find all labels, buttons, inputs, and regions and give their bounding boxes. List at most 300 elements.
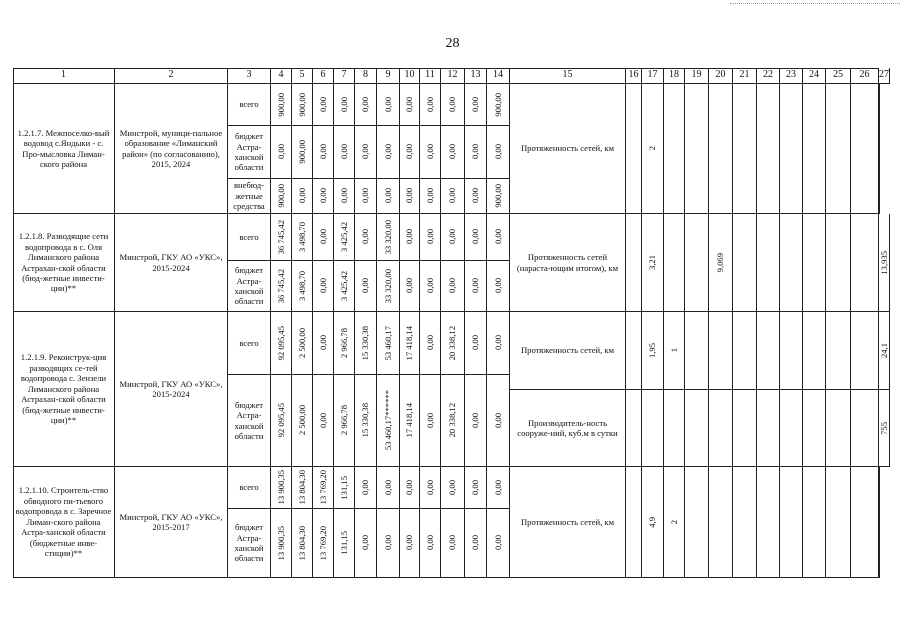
cell-value: 13 900,35 — [275, 525, 286, 561]
column-header-6: 6 — [313, 68, 334, 84]
amount-cell — [377, 312, 400, 375]
cell-value: 0,00 — [317, 412, 328, 429]
cell-value: 0,00 — [424, 535, 435, 551]
cell-value: 24,1 — [879, 342, 889, 359]
indicator-value-col-19 — [685, 312, 709, 390]
amount-cell — [487, 261, 510, 312]
amount-cell — [400, 261, 420, 312]
cell-value: 53 460,17****** — [382, 390, 393, 451]
amount-cell — [465, 179, 487, 214]
cell-value: 0,00 — [360, 479, 371, 496]
indicator-value-col-24 — [803, 84, 826, 214]
amount-cell — [441, 467, 465, 509]
cell-value: 0,00 — [424, 278, 435, 294]
indicator-label: Производитель-ность сооруже-ний, куб.м в сутки — [510, 390, 626, 467]
column-header-3: 3 — [228, 68, 271, 84]
amount-cell — [313, 214, 334, 261]
cell-value: 0,00 — [404, 96, 415, 113]
cell-value: 20 338,12 — [447, 325, 458, 361]
amount-cell — [441, 375, 465, 467]
amount-cell — [292, 375, 313, 467]
cell-value: 3 498,70 — [296, 270, 307, 302]
cell-value: 3 425,42 — [338, 270, 349, 302]
amount-cell — [420, 467, 441, 509]
cell-value: 13 769,20 — [317, 470, 328, 505]
cell-value: 15 330,38 — [360, 403, 371, 438]
amount-cell — [292, 261, 313, 312]
amount-cell — [487, 126, 510, 179]
cell-value: 0,00 — [492, 229, 503, 245]
cell-value: 13 804,30 — [296, 470, 307, 505]
indicator-value-col-18 — [664, 312, 685, 390]
cell-value: 92 095,45 — [275, 403, 286, 438]
amount-cell — [292, 214, 313, 261]
amount-cell — [487, 214, 510, 261]
cell-value: 0,00 — [382, 535, 393, 551]
cell-value: 0,00 — [360, 229, 371, 245]
amount-cell — [487, 509, 510, 578]
indicator-value-col-18 — [664, 214, 685, 312]
cell-value: 0,00 — [338, 96, 349, 113]
amount-cell — [420, 312, 441, 375]
cell-value: 0,00 — [317, 229, 328, 245]
cell-value: 13,935 — [879, 250, 889, 275]
amount-cell — [420, 179, 441, 214]
amount-cell — [292, 126, 313, 179]
indicator-value-col-24 — [803, 390, 826, 467]
amount-cell — [377, 214, 400, 261]
indicator-value-col-27 — [879, 312, 890, 390]
amount-cell — [313, 509, 334, 578]
column-header-22: 22 — [757, 68, 780, 84]
cell-value: 2 500,00 — [296, 327, 307, 359]
indicator-value-col-26 — [851, 84, 879, 214]
column-header-10: 10 — [400, 68, 420, 84]
amount-cell — [465, 214, 487, 261]
indicator-value-col-18 — [664, 467, 685, 578]
cell-value: 755 — [879, 421, 889, 435]
cell-value: 0,00 — [492, 278, 503, 294]
amount-cell — [441, 214, 465, 261]
column-header-26: 26 — [851, 68, 879, 84]
amount-cell — [441, 312, 465, 375]
cell-value: 900,00 — [296, 140, 307, 164]
cell-value: 0,00 — [470, 412, 481, 429]
amount-cell — [334, 126, 355, 179]
cell-value: 900,00 — [492, 184, 503, 208]
column-header-18: 18 — [664, 68, 685, 84]
indicator-label: Протяженность сетей (нараста-ющим итогом), км — [510, 214, 626, 312]
cell-value: 20 338,12 — [447, 403, 458, 438]
amount-cell — [465, 312, 487, 375]
indicator-value-col-22 — [757, 84, 780, 214]
column-header-5: 5 — [292, 68, 313, 84]
indicator-value-col-20 — [709, 214, 733, 312]
cell-value: 53 460,17 — [382, 325, 393, 361]
funding-source: бюджет Астра-ханской области — [228, 261, 271, 312]
cell-value: 0,00 — [296, 188, 307, 204]
indicator-value-col-26 — [851, 390, 879, 467]
amount-cell — [313, 179, 334, 214]
amount-cell — [313, 375, 334, 467]
cell-value: 36 745,42 — [275, 268, 286, 304]
cell-value: 0,00 — [447, 188, 458, 204]
cell-value: 2 966,78 — [338, 405, 349, 436]
amount-cell — [377, 84, 400, 126]
amount-cell — [377, 375, 400, 467]
amount-cell — [420, 509, 441, 578]
amount-cell — [441, 126, 465, 179]
indicator-value-col-24 — [803, 467, 826, 578]
amount-cell — [355, 375, 377, 467]
amount-cell — [355, 179, 377, 214]
indicator-value-col-19 — [685, 467, 709, 578]
amount-cell — [292, 84, 313, 126]
amount-cell — [377, 467, 400, 509]
cell-value: 0,00 — [447, 278, 458, 294]
amount-cell — [271, 375, 292, 467]
cell-value: 92 095,45 — [275, 325, 286, 361]
amount-cell — [334, 509, 355, 578]
executor: Минстрой, муници-пальное образование «Лиманский район» (по согласованию), 2015, 2024 — [115, 84, 228, 214]
column-header-27: 27 — [879, 68, 890, 84]
measure-name: 1.2.1.7. Межпоселко-вый водовод с.Яндыки - с. Про-мысловка Лиман-ского района — [13, 84, 115, 214]
column-header-15: 15 — [510, 68, 626, 84]
cell-value: 0,00 — [404, 479, 415, 496]
column-header-25: 25 — [826, 68, 851, 84]
indicator-value-col-16 — [626, 84, 642, 214]
cell-value: 0,00 — [317, 335, 328, 351]
amount-cell — [271, 509, 292, 578]
indicator-value-col-25 — [826, 312, 851, 390]
indicator-value-col-17 — [642, 312, 664, 390]
amount-cell — [271, 261, 292, 312]
cell-value: 0,00 — [447, 479, 458, 496]
cell-value: 0,00 — [360, 96, 371, 113]
cell-value: 0,00 — [382, 96, 393, 113]
indicator-value-col-22 — [757, 312, 780, 390]
cell-value: 900,00 — [275, 92, 286, 117]
amount-cell — [420, 214, 441, 261]
amount-cell — [313, 467, 334, 509]
amount-cell — [400, 312, 420, 375]
cell-value: 0,00 — [470, 96, 481, 113]
column-header-7: 7 — [334, 68, 355, 84]
indicator-value-col-23 — [780, 214, 803, 312]
indicator-value-col-21 — [733, 84, 757, 214]
amount-cell — [355, 312, 377, 375]
amount-cell — [271, 179, 292, 214]
column-header-8: 8 — [355, 68, 377, 84]
indicator-value-col-26 — [851, 312, 879, 390]
cell-value: 13 769,20 — [317, 525, 328, 561]
indicator-value-col-26 — [851, 214, 879, 312]
indicator-value-col-25 — [826, 84, 851, 214]
cell-value: 0,00 — [424, 144, 435, 160]
amount-cell — [334, 312, 355, 375]
indicator-value-col-17 — [642, 214, 664, 312]
column-header-19: 19 — [685, 68, 709, 84]
indicator-value-col-16 — [626, 214, 642, 312]
indicator-value-col-16 — [626, 312, 642, 390]
indicator-value-col-20 — [709, 467, 733, 578]
indicator-value-col-27 — [879, 214, 890, 312]
amount-cell — [400, 214, 420, 261]
amount-cell — [292, 509, 313, 578]
indicator-value-col-19 — [685, 390, 709, 467]
amount-cell — [400, 467, 420, 509]
indicator-value-col-27 — [879, 84, 880, 214]
cell-value: 4,9 — [647, 516, 658, 528]
funding-source: всего — [228, 84, 271, 126]
amount-cell — [377, 509, 400, 578]
cell-value: 0,00 — [317, 278, 328, 294]
amount-cell — [465, 126, 487, 179]
column-header-9: 9 — [377, 68, 400, 84]
indicator-value-col-22 — [757, 467, 780, 578]
funding-source: бюджет Астра-ханской области — [228, 126, 271, 179]
cell-value: 131,15 — [338, 475, 349, 500]
funding-source: внебюд-жетные средства — [228, 179, 271, 214]
page-number: 28 — [445, 36, 460, 51]
indicator-value-col-23 — [780, 312, 803, 390]
amount-cell — [334, 179, 355, 214]
cell-value: 1,95 — [647, 342, 658, 359]
amount-cell — [487, 312, 510, 375]
indicator-value-col-17 — [642, 467, 664, 578]
amount-cell — [487, 467, 510, 509]
cell-value: 17 418,14 — [404, 403, 415, 438]
cell-value: 0,00 — [447, 144, 458, 160]
amount-cell — [400, 179, 420, 214]
cell-value: 0,00 — [470, 335, 481, 351]
cell-value: 0,00 — [424, 188, 435, 204]
indicator-value-col-24 — [803, 312, 826, 390]
cell-value: 0,00 — [382, 188, 393, 204]
amount-cell — [355, 467, 377, 509]
cell-value: 0,00 — [360, 144, 371, 160]
cell-value: 900,00 — [275, 184, 286, 208]
indicator-value-col-25 — [826, 467, 851, 578]
cell-value: 0,00 — [404, 278, 415, 294]
indicator-value-col-21 — [733, 467, 757, 578]
column-header-23: 23 — [780, 68, 803, 84]
budget-table — [13, 68, 889, 578]
cell-value: 0,00 — [424, 412, 435, 429]
amount-cell — [334, 261, 355, 312]
column-header-13: 13 — [465, 68, 487, 84]
cell-value: 131,15 — [338, 531, 349, 555]
cell-value: 0,00 — [447, 229, 458, 245]
amount-cell — [420, 261, 441, 312]
indicator-value-col-21 — [733, 390, 757, 467]
cell-value: 1 — [668, 348, 679, 353]
cell-value: 0,00 — [317, 188, 328, 204]
indicator-value-col-23 — [780, 84, 803, 214]
cell-value: 0,00 — [360, 535, 371, 551]
cell-value: 0,00 — [338, 144, 349, 160]
indicator-value-col-16 — [626, 467, 642, 578]
indicator-value-col-17 — [642, 84, 664, 214]
amount-cell — [313, 312, 334, 375]
amount-cell — [313, 84, 334, 126]
indicator-value-col-20 — [709, 312, 733, 390]
funding-source: всего — [228, 467, 271, 509]
indicator-value-col-27 — [879, 467, 880, 578]
amount-cell — [465, 375, 487, 467]
cell-value: 33 320,00 — [382, 268, 393, 304]
amount-cell — [420, 126, 441, 179]
amount-cell — [400, 509, 420, 578]
amount-cell — [441, 84, 465, 126]
indicator-value-col-21 — [733, 214, 757, 312]
cell-value: 0,00 — [447, 535, 458, 551]
amount-cell — [487, 179, 510, 214]
cell-value: 15 330,38 — [360, 325, 371, 361]
cell-value: 0,00 — [470, 278, 481, 294]
amount-cell — [271, 312, 292, 375]
indicator-value-col-24 — [803, 214, 826, 312]
column-header-17: 17 — [642, 68, 664, 84]
indicator-value-col-22 — [757, 214, 780, 312]
funding-source: бюджет Астра-ханской области — [228, 509, 271, 578]
amount-cell — [377, 179, 400, 214]
cell-value: 13 900,35 — [275, 470, 286, 505]
amount-cell — [487, 375, 510, 467]
indicator-value-col-19 — [685, 84, 709, 214]
cell-value: 0,00 — [470, 188, 481, 204]
cell-value: 0,00 — [492, 412, 503, 429]
cell-value: 2 500,00 — [296, 405, 307, 436]
measure-name: 1.2.1.8. Разводящие сети водопровода в с. Оля Лиманского района Астрахан-ской области (бюд-жетные инвести-ции)** — [13, 214, 115, 312]
amount-cell — [465, 84, 487, 126]
amount-cell — [334, 467, 355, 509]
amount-cell — [465, 509, 487, 578]
amount-cell — [313, 126, 334, 179]
measure-name: 1.2.1.9. Реконструк-ция разводящих се-тей водопровода с. Зензели Лиманского района Астрахан-ской области (бюд-жетные инвести-ции)** — [13, 312, 115, 467]
funding-source: бюджет Астра-ханской области — [228, 375, 271, 467]
cell-value: 0,00 — [424, 229, 435, 245]
amount-cell — [292, 312, 313, 375]
amount-cell — [377, 126, 400, 179]
amount-cell — [355, 126, 377, 179]
top-edge-rule — [730, 0, 900, 4]
column-header-4: 4 — [271, 68, 292, 84]
cell-value: 0,00 — [470, 535, 481, 551]
cell-value: 0,00 — [470, 144, 481, 160]
indicator-value-col-22 — [757, 390, 780, 467]
cell-value: 0,00 — [447, 96, 458, 113]
cell-value: 0,00 — [275, 144, 286, 160]
indicator-value-col-20 — [709, 84, 733, 214]
cell-value: 0,00 — [382, 144, 393, 160]
cell-value: 0,00 — [404, 535, 415, 551]
indicator-label: Протяженность сетей, км — [510, 84, 626, 214]
amount-cell — [465, 467, 487, 509]
indicator-value-col-21 — [733, 312, 757, 390]
cell-value: 0,00 — [424, 96, 435, 113]
cell-value: 33 320,00 — [382, 219, 393, 255]
amount-cell — [355, 84, 377, 126]
cell-value: 0,00 — [470, 229, 481, 245]
amount-cell — [400, 375, 420, 467]
amount-cell — [441, 179, 465, 214]
amount-cell — [355, 509, 377, 578]
amount-cell — [334, 214, 355, 261]
funding-source: всего — [228, 214, 271, 261]
amount-cell — [400, 84, 420, 126]
cell-value: 0,00 — [404, 144, 415, 160]
column-header-20: 20 — [709, 68, 733, 84]
executor: Минстрой, ГКУ АО «УКС», 2015-2024 — [115, 312, 228, 467]
cell-value: 0,00 — [470, 479, 481, 496]
cell-value: 0,00 — [424, 335, 435, 351]
indicator-value-col-19 — [685, 214, 709, 312]
cell-value: 0,00 — [338, 188, 349, 204]
indicator-value-col-18 — [664, 390, 685, 467]
cell-value: 0,00 — [360, 278, 371, 294]
amount-cell — [420, 375, 441, 467]
amount-cell — [271, 126, 292, 179]
indicator-label: Протяженность сетей, км — [510, 312, 626, 390]
column-header-24: 24 — [803, 68, 826, 84]
cell-value: 900,00 — [296, 92, 307, 117]
cell-value: 2 — [668, 519, 679, 525]
amount-cell — [487, 84, 510, 126]
indicator-label: Протяженность сетей, км — [510, 467, 626, 578]
amount-cell — [271, 214, 292, 261]
amount-cell — [313, 261, 334, 312]
indicator-value-col-23 — [780, 390, 803, 467]
measure-name: 1.2.1.10. Строитель-ство обводного пи-тьевого водопровода в с. Заречное Лиман-ского района Астра-ханской области (бюджетные инве-стиции)** — [13, 467, 115, 578]
cell-value: 0,00 — [492, 335, 503, 351]
indicator-value-col-27 — [879, 390, 890, 467]
cell-value: 0,00 — [382, 479, 393, 496]
amount-cell — [355, 214, 377, 261]
indicator-value-col-16 — [626, 390, 642, 467]
indicator-value-col-25 — [826, 214, 851, 312]
amount-cell — [271, 84, 292, 126]
amount-cell — [400, 126, 420, 179]
amount-cell — [441, 509, 465, 578]
indicator-value-col-25 — [826, 390, 851, 467]
column-header-16: 16 — [626, 68, 642, 84]
column-header-21: 21 — [733, 68, 757, 84]
cell-value: 0,00 — [492, 535, 503, 551]
cell-value: 0,00 — [492, 479, 503, 496]
indicator-value-col-18 — [664, 84, 685, 214]
cell-value: 0,00 — [317, 96, 328, 113]
cell-value: 13 804,30 — [296, 525, 307, 561]
amount-cell — [465, 261, 487, 312]
cell-value: 0,00 — [404, 188, 415, 204]
executor: Минстрой, ГКУ АО «УКС», 2015-2017 — [115, 467, 228, 578]
column-header-14: 14 — [487, 68, 510, 84]
indicator-value-col-23 — [780, 467, 803, 578]
amount-cell — [355, 261, 377, 312]
cell-value: 0,00 — [360, 188, 371, 204]
cell-value: 0,00 — [424, 479, 435, 496]
cell-value: 2 — [647, 146, 658, 151]
indicator-value-col-20 — [709, 390, 733, 467]
indicator-value-col-26 — [851, 467, 879, 578]
cell-value: 0,00 — [404, 229, 415, 245]
indicator-value-col-17 — [642, 390, 664, 467]
amount-cell — [334, 84, 355, 126]
amount-cell — [441, 261, 465, 312]
amount-cell — [420, 84, 441, 126]
cell-value: 17 418,14 — [404, 325, 415, 361]
